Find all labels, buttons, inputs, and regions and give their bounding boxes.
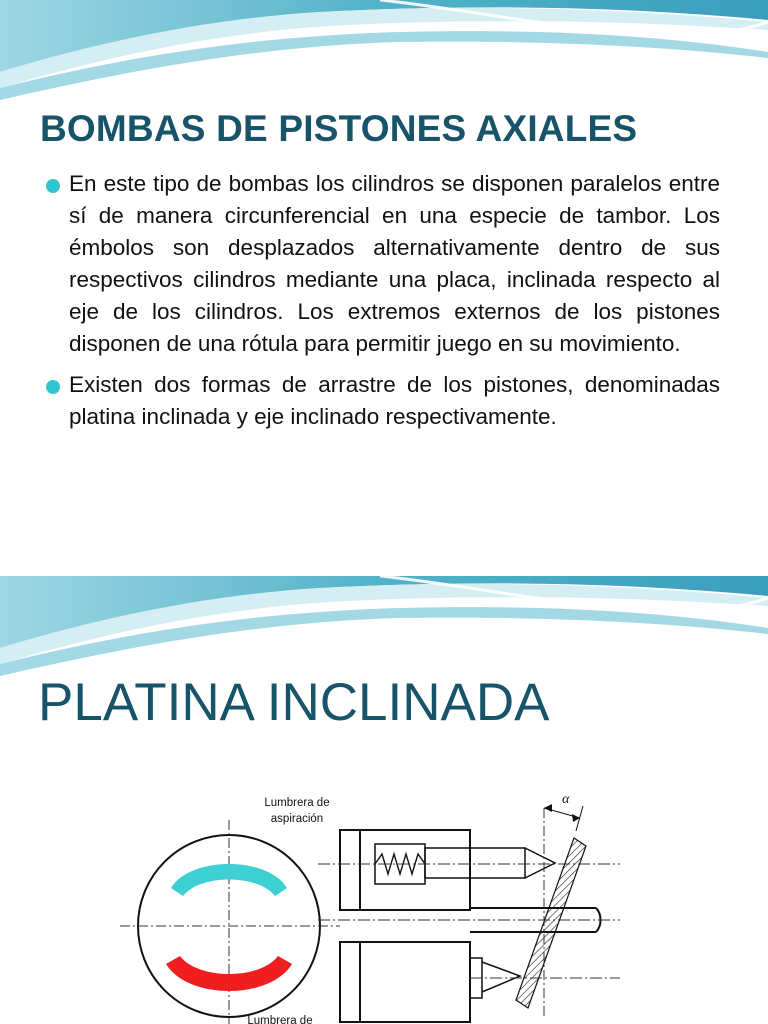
slide-title: PLATINA INCLINADA: [38, 673, 550, 732]
angle-alpha-label: α: [562, 792, 570, 807]
swashplate-pump-diagram: [0, 576, 768, 1024]
bullet-text: Existen dos formas de arrastre de los pistones, denominadas platina inclinada y eje inclinado respectivamente.: [69, 372, 720, 429]
bullet-text: En este tipo de bombas los cilindros se disponen paralelos entre sí de manera circunferencial en una especie de tambor. Los émbolos son desplazados alternativamente dentro de sus respectivos cilindros mediante una placa, inclinada respecto al eje de los cilindros. Los extremos externos de los pistones disponen de una rótula para permitir juego en su movimiento.: [69, 171, 720, 356]
discharge-port-label: Lumbrera de: [247, 1015, 313, 1024]
bullet-list: [40, 168, 720, 442]
bullet-item: [40, 168, 720, 360]
suction-port-label: aspiración: [270, 813, 324, 825]
bullet-dot-icon: [46, 179, 60, 193]
slide-2: [0, 576, 768, 1024]
bullet-item: [40, 369, 720, 433]
header-wave-decoration: [0, 0, 768, 110]
bullet-dot-icon: [46, 380, 60, 394]
suction-port-label: Lumbrera de: [264, 797, 330, 809]
slide-title: BOMBAS DE PISTONES AXIALES: [40, 108, 638, 149]
